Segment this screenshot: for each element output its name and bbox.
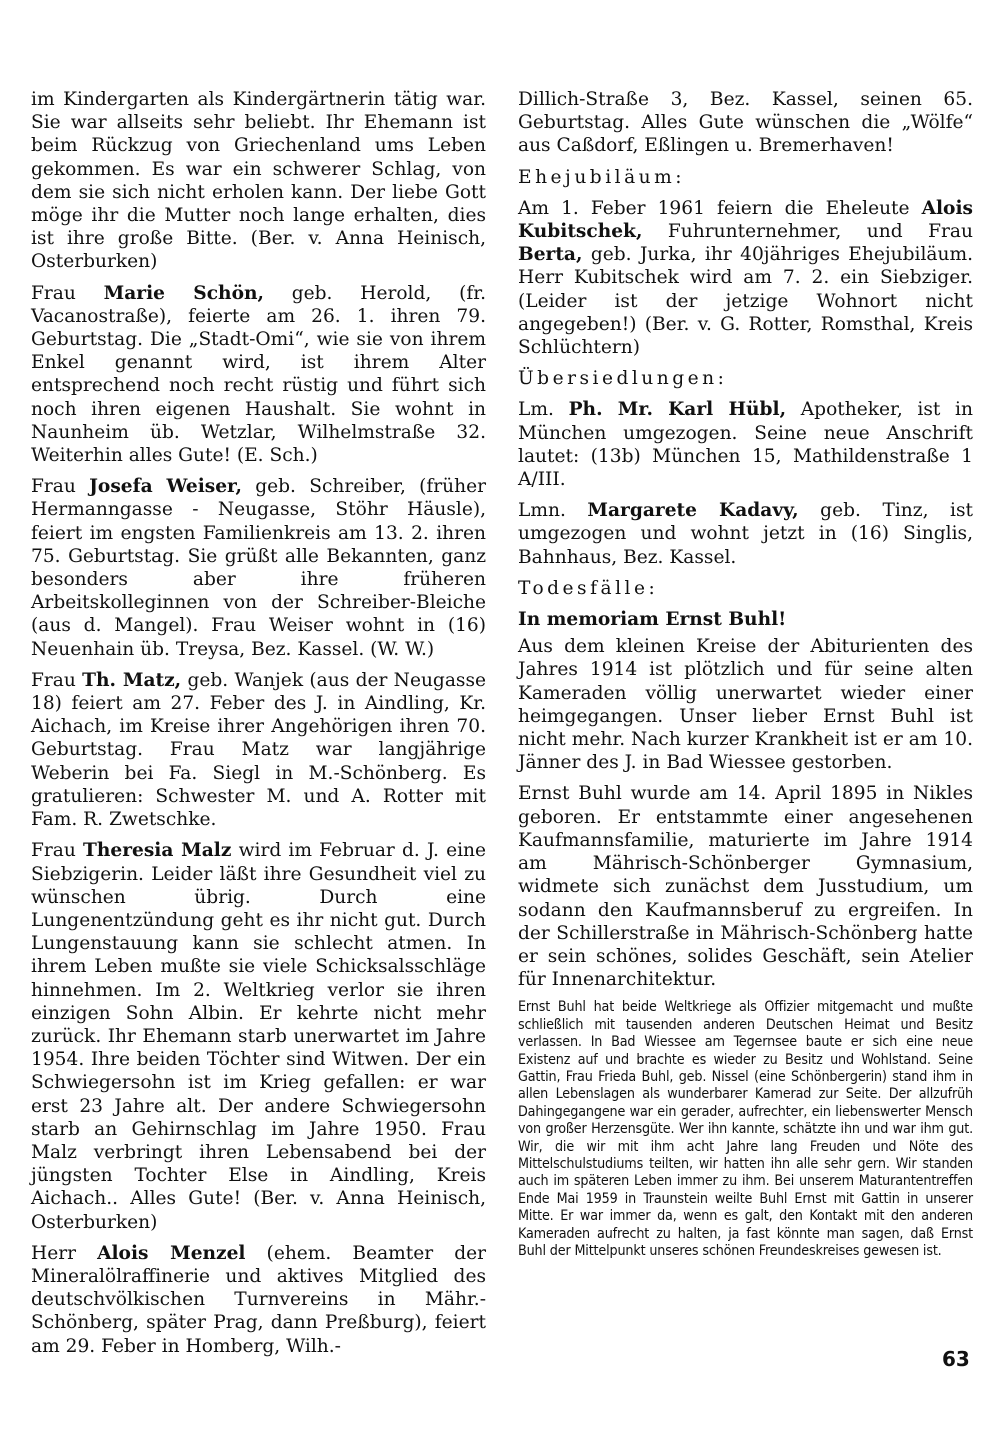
text-body: (ehem. Beamter der Mineralölraffinerie und aktives Mitglied des deutschvölkischen Turnvereins in Mähr.-Schönberg, später Prag, dann Preßburg), feiert am 29. Feber in Homberg, Wilh.-	[31, 1242, 487, 1357]
text-prefix: Frau	[31, 840, 84, 862]
text-prefix: Herr	[31, 1242, 98, 1264]
left-column	[31, 88, 486, 1366]
right-column	[518, 88, 973, 1268]
person-name: Margarete Kadavy,	[587, 500, 799, 522]
text-prefix: Lm.	[518, 399, 569, 421]
paragraph-theresia-malz	[31, 839, 486, 1233]
section-heading-ehejubilaeum: Ehejubiläum:	[518, 166, 686, 188]
person-name: Ph. Mr. Karl Hübl,	[568, 399, 787, 421]
paragraph-alois-menzel	[31, 1242, 486, 1358]
text-body: geb. Jurka, ihr 40jähriges Ehejubiläum. Herr Kubitschek wird am 7. 2. ein Siebziger. (Leider ist der jetzige Wohnort nicht angegeben!) (Ber. v. G. Rotter, Romsthal, Kreis Schlüchtern)	[518, 244, 973, 359]
person-name: Berta,	[518, 244, 583, 266]
paragraph-dillich-strasse: Dillich-Straße 3, Bez. Kassel, seinen 65. Geburtstag. Alles Gute wünschen die „Wölfe“ aus Caßdorf, Eßlingen u. Bremerhaven!	[518, 89, 973, 157]
paragraph-margarete-kadavy	[518, 499, 973, 569]
paragraph-josefa-weiser	[31, 475, 486, 661]
text-middle: Fuhrunternehmer, und Frau	[642, 221, 973, 243]
person-name: Josefa Weiser,	[89, 476, 242, 498]
text-body: geb. Tinz, ist umgezogen und wohnt jetzt in (16) Singlis, Bahnhaus, Bez. Kassel.	[518, 500, 973, 568]
person-name: Alois Kubitschek,	[518, 197, 973, 243]
paragraph-memoriam-intro: Aus dem kleinen Kreise der Abiturienten des Jahres 1914 ist plötzlich und für seine alten Kameraden völlig unerwartet wieder einer heimgegangen. Unser lieber Ernst Buhl ist nicht mehr. Nach kurzer Krankheit ist er am 10. Jänner des J. in Bad Wiessee gestorben.	[518, 636, 973, 774]
paragraph-memoriam-biography: Ernst Buhl wurde am 14. April 1895 in Nikles geboren. Er entstammte einer angesehenen Kaufmannsfamilie, maturierte im Jahre 1914 am Mährisch-Schönberger Gymnasium, widmete sich zunächst dem Jusstudium, um sodann den Kaufmannsberuf zu ergreifen. In der Schillerstraße in Mährisch-Schönberg hatte er sein schönes, solides Geschäft, sein Atelier für Innenarchitektur.	[518, 783, 973, 991]
paragraph-kubitschek	[518, 197, 973, 359]
text-prefix: Lmn.	[518, 500, 588, 522]
text-prefix: Frau	[31, 669, 83, 691]
person-name: Alois Menzel	[97, 1242, 246, 1264]
person-name: Theresia Malz	[83, 840, 232, 862]
text-body: geb. Wanjek (aus der Neugasse 18) feiert am 27. Feber des J. in Aindling, Kr. Aichach, im Kreise ihrer Angehörigen ihren 70. Geburtstag. Frau Matz war langjährige Weberin bei Fa. Siegl in M.-Schönberg. Es gratulieren: Schwester M. und A. Rotter mit Fam. R. Zwetschke.	[31, 669, 486, 831]
person-name: Th. Matz,	[82, 669, 182, 691]
paragraph-kindergarten: im Kindergarten als Kindergärtnerin tätig war. Sie war allseits sehr beliebt. Ihr Ehemann ist beim Rückzug von Griechenland ums Leben gekommen. Es war ein schwerer Schlag, von dem sie sich nicht erholen kann. Der liebe Gott möge ihr die Mutter noch lange erhalten, dies ist ihre große Bitte. (Ber. v. Anna Heinisch, Osterburken)	[31, 89, 486, 273]
text-body: geb. Herold, (fr. Vacanostraße), feierte am 26. 1. ihren 79. Geburtstag. Die „Stadt-Omi“, wie sie von ihrem Enkel genannt wird, ist ihrem Alter entsprechend noch recht rüstig und führt sich noch ihren eigenen Haushalt. Sie wohnt in Naunheim üb. Wetzlar, Wilhelmstraße 32. Weiterhin alles Gute! (E. Sch.)	[31, 282, 486, 467]
paragraph-marie-schoen	[31, 282, 486, 468]
paragraph-memoriam-tribute: Ernst Buhl hat beide Weltkriege als Offizier mitgemacht und mußte schließlich mit tausenden anderen Deutschen Heimat und Besitz verlassen. In Bad Wiessee am Tegernsee baute er sich eine neue Existenz auf und brachte es wieder zu Besitz und Wohlstand. Seine Gattin, Frau Frieda Buhl, geb. Nissel (eine Schönbergerin) stand ihm in allen Lebenslagen als wunderbarer Kamerad zur Seite. Der allzufrüh Dahingegangene war ein gerader, aufrechter, ein liebenswerter Mensch von großer Herzensgüte. Wer ihn kannte, schätzte ihn und war ihm gut. Wir, die wir mit ihm acht Jahre lang Freuden und Nöte des Mittelschulstudiums teilten, wir hatten ihn alle sehr gern. Wir standen auch im späteren Leben immer zu ihm. Bei unserem Maturantentreffen Ende Mai 1959 in Traunstein weilte Buhl Ernst mit Gattin in unserer Mitte. Er war immer da, wenn es galt, den Kontakt mit den anderen Kameraden aufrecht zu halten, ja fast könnte man sagen, daß Ernst Buhl der Mittelpunkt unseres schönen Freundeskreises gewesen ist.	[518, 999, 973, 1259]
paragraph-th-matz	[31, 669, 486, 831]
text-body: wird im Februar d. J. eine Siebzigerin. Leider läßt ihre Gesundheit viel zu wünschen übrig. Durch eine Lungenentzündung geht es ihr nicht gut. Durch Lungenstauung kann sie schlecht atmen. In ihrem Leben mußte sie viele Schicksalsschläge hinnehmen. Im 2. Weltkrieg verlor sie ihren einzigen Sohn Albin. Er kehrte nicht mehr zurück. Ihr Ehemann starb unerwartet im Jahre 1954. Ihre beiden Töchter sind Witwen. Der ein Schwiegersohn ist im Krieg gefallen: er war erst 23 Jahre alt. Der andere Schwiegersohn starb an Gehirnschlag im Jahre 1950. Frau Malz verbringt ihren Lebensabend bei der jüngsten Tochter Else in Aindling, Kreis Aichach.. Alles Gute! (Ber. v. Anna Heinisch, Osterburken)	[31, 840, 486, 1233]
page-number: 63	[942, 1347, 970, 1371]
text-prefix: Am 1. Feber 1961 feiern die Eheleute	[518, 197, 922, 219]
section-heading-todesfaelle: Todesfälle:	[518, 577, 659, 599]
text-body: Apotheker, ist in München umgezogen. Seine neue Anschrift lautet: (13b) München 15, Mathildenstraße 1 A/III.	[518, 399, 973, 491]
section-heading-uebersiedlungen: Übersiedlungen:	[518, 368, 728, 390]
text-prefix: Frau	[31, 282, 104, 304]
text-prefix: Frau	[31, 476, 90, 498]
person-name: Marie Schön,	[103, 282, 264, 304]
memoriam-title: In memoriam Ernst Buhl!	[518, 609, 787, 631]
paragraph-karl-huebl	[518, 398, 973, 491]
text-body: geb. Schreiber, (früher Hermanngasse - Neugasse, Stöhr Häusle), feiert im engsten Familienkreis am 13. 2. ihren 75. Geburtstag. Sie grüßt alle Bekannten, ganz besonders aber ihre früheren Arbeitskolleginnen von der Schreiber-Bleiche (aus d. Mangel). Frau Weiser wohnt in (16) Neuenhain üb. Treysa, Bez. Kassel. (W. W.)	[31, 476, 486, 660]
